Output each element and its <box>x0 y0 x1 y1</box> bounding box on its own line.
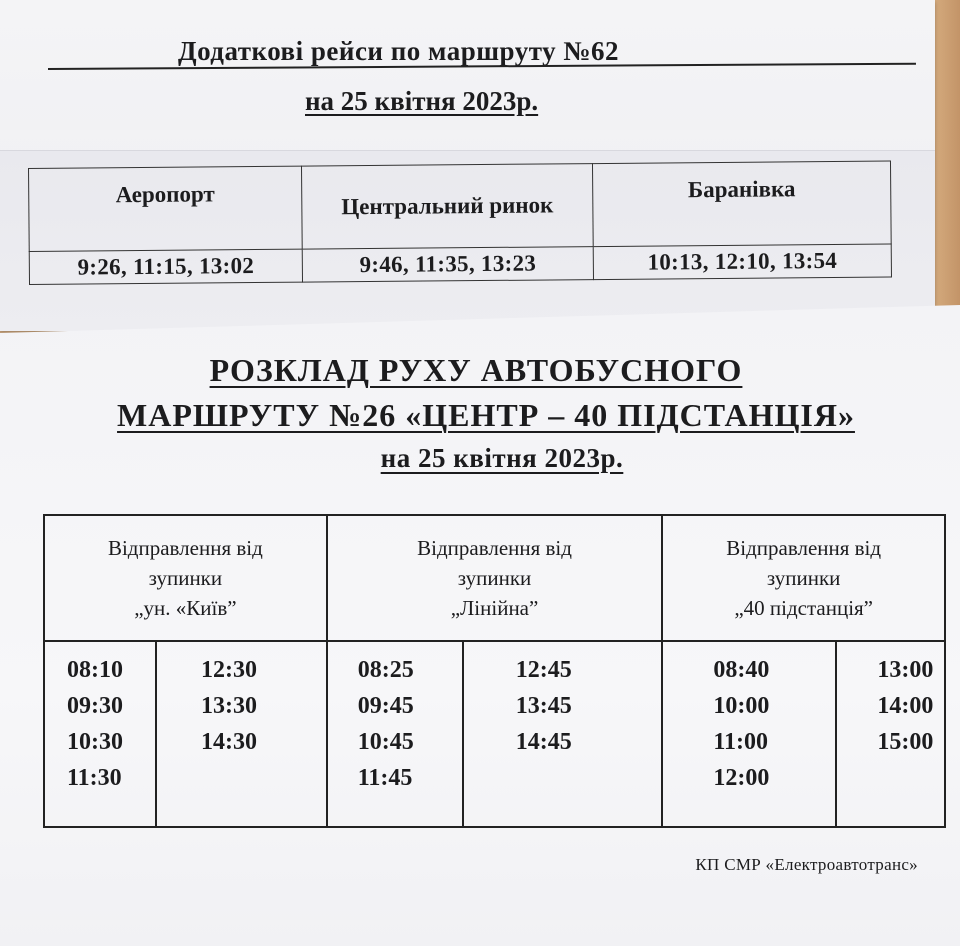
departure-time: 11:45 <box>357 765 413 791</box>
header-stop-liniina <box>327 515 663 641</box>
times-airport: 9:26, 11:15, 13:02 <box>29 249 302 284</box>
route-26-title-line-1: РОЗКЛАД РУХУ АВТОБУСНОГО <box>209 352 743 388</box>
departure-time: 14:30 <box>201 729 257 755</box>
stop-name-baranivka: Баранівка <box>592 161 891 247</box>
departure-time: 12:45 <box>515 657 572 683</box>
header-label: зупинки <box>148 566 223 590</box>
departure-time: 09:30 <box>67 693 123 719</box>
route-26-date: на 25 квітня 2023р. <box>380 443 624 473</box>
times-column-kyiv-morning <box>44 641 156 827</box>
departure-time: 10:00 <box>713 693 770 719</box>
route-26-title-line-2: МАРШРУТУ №26 «ЦЕНТР – 40 ПІДСТАНЦІЯ» <box>117 397 855 433</box>
header-stop-40-substation <box>662 515 945 641</box>
departure-time: 12:30 <box>201 657 257 683</box>
stop-name-central-market: Центральний ринок <box>301 164 593 250</box>
departure-time: 10:45 <box>357 729 414 755</box>
departure-time: 13:00 <box>877 657 934 683</box>
times-baranivka: 10:13, 12:10, 13:54 <box>593 244 891 280</box>
header-label: зупинки <box>457 566 532 590</box>
header-stop-kyiv <box>44 515 327 641</box>
departure-time: 13:45 <box>515 693 572 719</box>
publisher-footer: КП СМР «Електроавтотранс» <box>695 855 918 874</box>
route-62-date: на 25 квітня 2023р. <box>305 86 539 116</box>
times-column-kyiv-afternoon <box>156 641 327 827</box>
header-label: Відправлення від <box>417 536 572 560</box>
stop-name-airport: Аеропорт <box>29 166 303 251</box>
route-26-timetable <box>43 514 946 828</box>
departure-time: 15:00 <box>877 729 934 755</box>
header-label: Відправлення від <box>726 536 882 560</box>
departure-time: 11:30 <box>67 765 122 791</box>
header-stop-name: „Лінійна” <box>450 596 539 620</box>
departure-time: 14:00 <box>877 693 934 719</box>
departure-time: 09:45 <box>357 693 414 719</box>
times-column-liniina-afternoon <box>463 641 663 827</box>
departure-time: 14:45 <box>515 729 572 755</box>
header-stop-name: „ун. «Київ” <box>134 596 237 620</box>
departure-time: 08:10 <box>67 657 123 683</box>
times-column-40-substation-morning <box>662 641 836 827</box>
header-label: Відправлення від <box>107 536 263 560</box>
route-62-table <box>28 160 892 285</box>
departure-time: 08:40 <box>713 657 770 683</box>
header-label: зупинки <box>766 566 841 590</box>
departure-time: 08:25 <box>357 657 414 683</box>
route-62-title: Додаткові рейси по маршруту №62 <box>178 36 620 66</box>
header-stop-name: „40 підстанція” <box>734 596 874 620</box>
times-column-40-substation-afternoon <box>836 641 945 827</box>
departure-time: 10:30 <box>67 729 123 755</box>
times-column-liniina-morning <box>327 641 463 827</box>
departure-time: 11:00 <box>713 729 768 755</box>
times-central-market: 9:46, 11:35, 13:23 <box>302 247 593 283</box>
departure-time: 13:30 <box>201 693 257 719</box>
departure-time: 12:00 <box>713 765 770 791</box>
